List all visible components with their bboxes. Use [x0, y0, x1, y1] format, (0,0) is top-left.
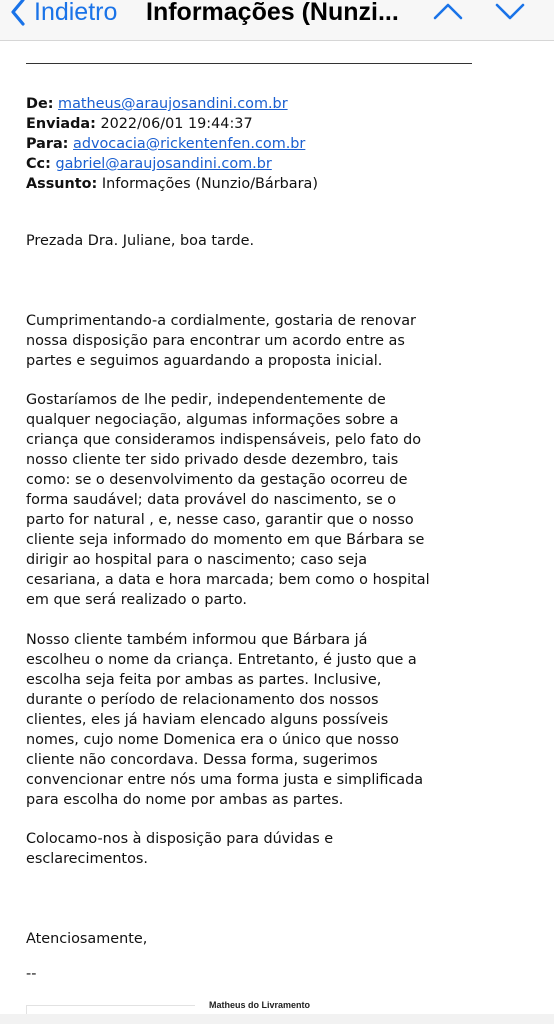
- paragraph-1: [26, 311, 476, 371]
- header-separator: [26, 63, 472, 64]
- email-headers: [26, 94, 506, 194]
- from-row: [26, 94, 506, 114]
- p3-line: Nosso cliente também informou que Bárbara já: [26, 632, 368, 648]
- p2-line: cliente seja informado do momento em que Bárbara se: [26, 532, 425, 548]
- p1-line: partes e seguimos aguardando a proposta inicial.: [26, 353, 383, 369]
- to-row: [26, 134, 506, 154]
- p3-line: clientes, eles já haviam elencado alguns possíveis: [26, 712, 389, 728]
- p2-line: forma saudável; data provável do nascimento, se o: [26, 492, 397, 508]
- signature-name: Matheus do Livramento: [209, 1000, 311, 1010]
- p4-line: esclarecimentos.: [26, 851, 148, 867]
- cc-link[interactable]: gabriel@araujosandini.com.br: [55, 156, 272, 172]
- p3-line: convencionar entre nós uma forma justa e simplificada: [26, 772, 424, 788]
- p1-line: nossa disposição para encontrar um acordo entre as: [26, 333, 405, 349]
- greeting-line: Prezada Dra. Juliane, boa tarde.: [26, 233, 255, 249]
- cc-row: [26, 154, 506, 174]
- p3-line: nomes, cujo nome Domenica era o único que nosso: [26, 732, 399, 748]
- from-link[interactable]: matheus@araujosandini.com.br: [58, 96, 288, 112]
- from-label: De:: [26, 96, 54, 112]
- cc-label: Cc:: [26, 156, 51, 172]
- subject-value: Informações (Nunzio/Bárbara): [101, 176, 318, 192]
- subject-row: [26, 174, 506, 194]
- p2-line: nosso cliente ter sido privado desde dezembro, tais: [26, 452, 399, 468]
- paragraph-3: [26, 630, 476, 810]
- p2-line: em que será realizado o parto.: [26, 592, 247, 608]
- paragraph-2: [26, 390, 476, 610]
- closing: [26, 929, 476, 949]
- p2-line: cesariana, a data e hora marcada; bem como o hospital: [26, 572, 430, 588]
- p3-line: para escolha do nome por ambas as partes.: [26, 792, 344, 808]
- p2-line: parto for natural , e, nesse caso, garantir que o nosso: [26, 512, 414, 528]
- signature-separator: [26, 964, 476, 984]
- p3-line: cliente não concordava. Dessa forma, sugerimos: [26, 752, 378, 768]
- to-label: Para:: [26, 136, 69, 152]
- p2-line: Gostaríamos de lhe pedir, independentemente de: [26, 392, 386, 408]
- greeting: [26, 231, 476, 251]
- subject-label: Assunto:: [26, 176, 98, 192]
- to-link[interactable]: advocacia@rickentenfen.com.br: [73, 136, 306, 152]
- previous-message-button[interactable]: [428, 0, 468, 28]
- paragraph-4: [26, 829, 476, 869]
- p2-line: dirigir ao hospital para o nascimento; caso seja: [26, 552, 368, 568]
- page-title: Informações (Nunzi...: [146, 0, 399, 26]
- chevron-down-icon: [495, 2, 525, 24]
- sent-value: 2022/06/01 19:44:37: [100, 116, 253, 132]
- dashes: --: [26, 966, 37, 982]
- sent-label: Enviada:: [26, 116, 96, 132]
- p2-line: criança que consideramos indispensáveis, pelo fato do: [26, 432, 422, 448]
- p1-line: Cumprimentando-a cordialmente, gostaria de renovar: [26, 313, 416, 329]
- p3-line: escolheu o nome da criança. Entretanto, é justo que a: [26, 652, 417, 668]
- navigation-bar: [0, 0, 554, 41]
- p3-line: durante o período de relacionamento dos nossos: [26, 692, 379, 708]
- back-label: Indietro: [34, 0, 118, 26]
- sent-row: [26, 114, 506, 134]
- p3-line: escolha seja feita por ambas as partes. Inclusive,: [26, 672, 382, 688]
- back-button[interactable]: [10, 0, 117, 32]
- p2-line: como: se o desenvolvimento da gestação ocorreu de: [26, 472, 408, 488]
- p2-line: qualquer negociação, algumas informações sobre a: [26, 412, 399, 428]
- closing-line: Atenciosamente,: [26, 931, 148, 947]
- chevron-left-icon: [10, 0, 26, 26]
- next-message-button[interactable]: [490, 0, 530, 28]
- p4-line: Colocamo-nos à disposição para dúvidas e: [26, 831, 334, 847]
- chevron-up-icon: [433, 2, 463, 24]
- bottom-toolbar-edge: [0, 1014, 554, 1024]
